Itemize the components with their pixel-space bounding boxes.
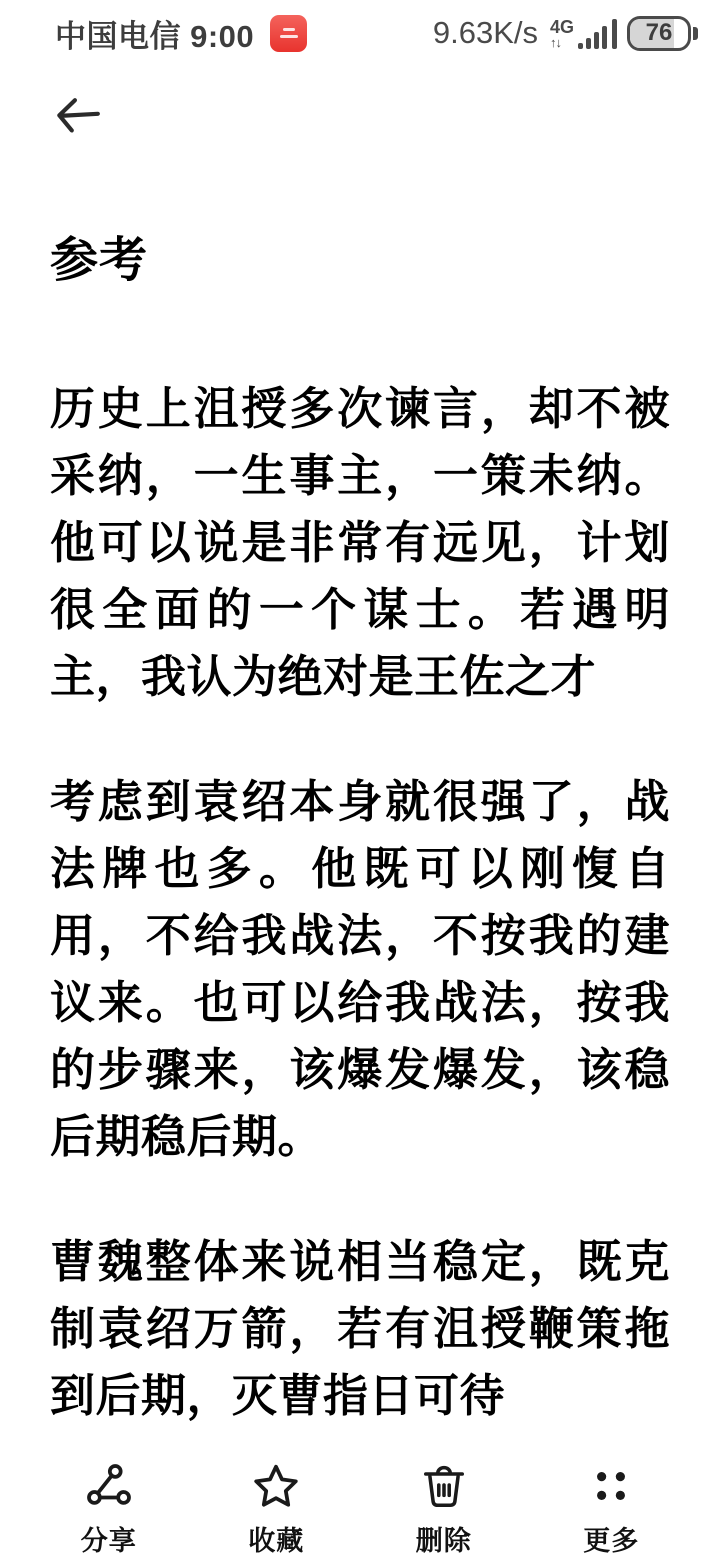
share-icon [83, 1460, 135, 1512]
nav-bar [0, 66, 720, 149]
bottom-toolbar [0, 1460, 720, 1560]
more-label: 更多 [583, 1526, 640, 1556]
delete-label: 删除 [415, 1526, 472, 1556]
network-speed: 9.63K/s [432, 15, 538, 50]
share-label: 分享 [80, 1526, 137, 1556]
note-body[interactable] [50, 375, 670, 1429]
battery-nub [693, 27, 698, 40]
delete-button[interactable] [360, 1460, 528, 1558]
trash-icon [418, 1460, 470, 1512]
carrier-and-time: 中国电信 9:00 [55, 18, 255, 54]
note-title[interactable]: 参考 [50, 234, 149, 287]
more-button[interactable] [528, 1460, 696, 1558]
notification-app-icon [270, 15, 307, 52]
favorite-button[interactable] [193, 1460, 361, 1558]
network-type-icon: 4G ↑↓ [549, 16, 574, 50]
share-button[interactable] [25, 1460, 193, 1558]
battery-icon [627, 16, 691, 51]
note-paragraph: 考虑到袁绍本身就很强了，战法牌也多。他既可以刚愎自用，不给我战法，不按我的建议来。也可以给我战法，按我的步骤来，该爆发爆发，该稳后期稳后期。 [50, 776, 670, 1162]
back-button[interactable] [52, 94, 102, 144]
note-view [0, 221, 720, 1429]
note-paragraph: 历史上沮授多次谏言，却不被采纳，一生事主，一策未纳。他可以说是非常有远见，计划很全面的一个谋士。若遇明主，我认为绝对是王佐之才 [50, 383, 670, 702]
signal-strength-icon [578, 17, 617, 49]
note-paragraph: 曹魏整体来说相当稳定，既克制袁绍万箭，若有沮授鞭策拖到后期，灭曹指日可待 [50, 1236, 670, 1421]
favorite-label: 收藏 [248, 1526, 305, 1556]
more-icon [585, 1460, 637, 1512]
battery-percent: 76 [645, 19, 673, 46]
star-icon [250, 1460, 302, 1512]
back-arrow-icon [52, 94, 102, 144]
status-bar [0, 0, 720, 66]
